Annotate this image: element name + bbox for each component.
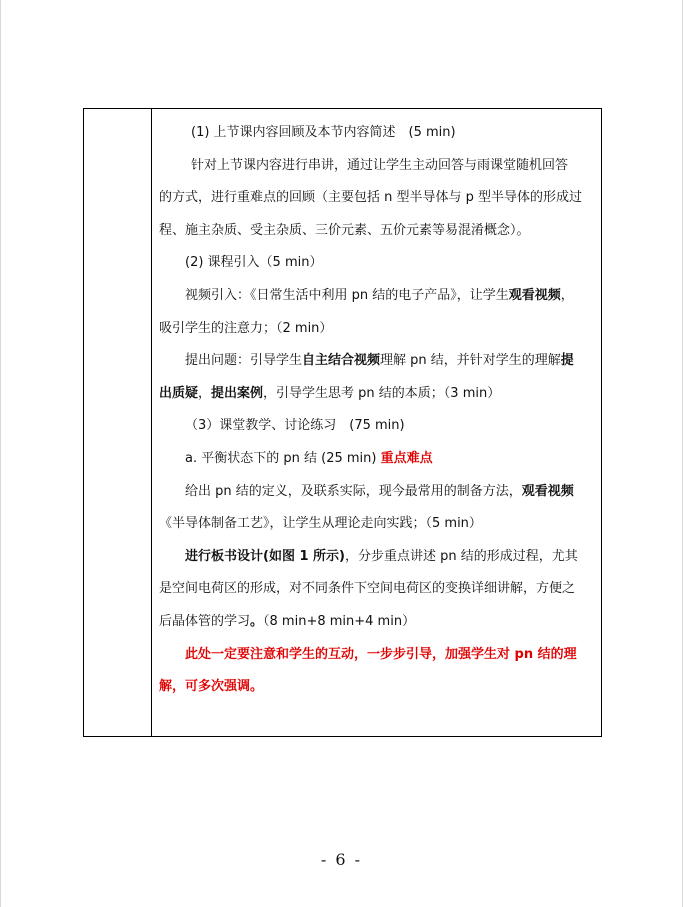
paragraph-line: [159, 476, 599, 509]
lesson-plan-table: [83, 108, 602, 737]
bold-text: 自主结合视频: [302, 353, 381, 369]
line-text: 是空间电荷区的形成，对不同条件下空间电荷区的变换详细讲解，方便之: [159, 581, 576, 597]
line-text: (2) 课程引入（5 min）: [185, 255, 323, 271]
paragraph-line: [159, 215, 599, 248]
emphasis-text: 解，可多次强调。: [159, 679, 264, 695]
paragraph-line: [159, 541, 599, 574]
page-number: - 6 -: [320, 850, 363, 869]
line-text: 的方式，进行重难点的回顾（主要包括 n 型半导体与 p 型半导体的形成过: [159, 190, 583, 206]
line-text: 提出问题：引导学生: [185, 353, 303, 369]
bold-text: 。: [250, 613, 264, 629]
line-text: 理解 pn 结，并针对学生的理解: [380, 353, 561, 369]
line-text: （8 min+8 min+4 min）: [263, 613, 416, 629]
bold-text: 提: [560, 353, 574, 369]
paragraph-line: [159, 606, 599, 639]
line-text: 吸引学生的注意力；（2 min）: [159, 320, 333, 336]
section-heading-review: [159, 117, 599, 150]
line-text: 程、施主杂质、受主杂质、三价元素、五价元素等易混淆概念）。: [159, 222, 530, 238]
line-text: ，: [198, 385, 212, 401]
emphasis-note: [159, 671, 599, 704]
line-text: 给出 pn 结的定义，及联系实际，现今最常用的制备方法，: [185, 483, 522, 499]
paragraph-line: [159, 280, 599, 313]
line-text: 后晶体管的学习: [159, 613, 251, 629]
line-text: (1) 上节课内容回顾及本节内容简述 (5 min): [191, 125, 456, 140]
line-text: a. 平衡状态下的 pn 结 (25 min): [185, 450, 381, 466]
bold-text: 提出案例: [211, 385, 264, 401]
line-text: 视频引入：《日常生活中利用 pn 结的电子产品》，让学生: [185, 287, 509, 303]
bold-text: 出质疑: [159, 385, 199, 401]
paragraph-line: [159, 573, 599, 606]
paragraph-line: [159, 345, 599, 378]
paragraph-line: [159, 150, 599, 183]
line-text: （3）课堂教学、讨论练习 (75 min): [185, 418, 405, 434]
table-content-cell: [159, 117, 599, 704]
key-point-label: 重点难点: [380, 450, 433, 466]
table-column-divider: [151, 109, 152, 736]
section-heading-teaching: [159, 410, 599, 443]
line-text: ，引导学生思考 pn 结的本质；（3 min）: [263, 385, 501, 401]
paragraph-line: [159, 313, 599, 346]
line-text: ，: [560, 287, 574, 303]
bold-text: 观看视频: [508, 287, 561, 303]
bold-text: 观看视频: [521, 483, 574, 499]
emphasis-note: [159, 639, 599, 672]
line-text: 针对上节课内容进行串讲，通过让学生主动回答与雨课堂随机回答: [191, 157, 569, 173]
paragraph-line: [159, 182, 599, 215]
subsection-heading: [159, 443, 599, 476]
bold-text: 进行板书设计(如图 1 所示): [185, 548, 345, 564]
section-heading-intro: [159, 247, 599, 280]
paragraph-line: [159, 508, 599, 541]
table-left-cell: [84, 109, 151, 736]
emphasis-text: 此处一定要注意和学生的互动，一步步引导，加强学生对 pn 结的理: [185, 646, 577, 662]
paragraph-line: [159, 378, 599, 411]
line-text: ，分步重点讲述 pn 结的形成过程，尤其: [344, 548, 578, 564]
page-edge-left: [0, 0, 1, 907]
line-text: 《半导体制备工艺》，让学生从理论走向实践；（5 min）: [159, 516, 482, 532]
